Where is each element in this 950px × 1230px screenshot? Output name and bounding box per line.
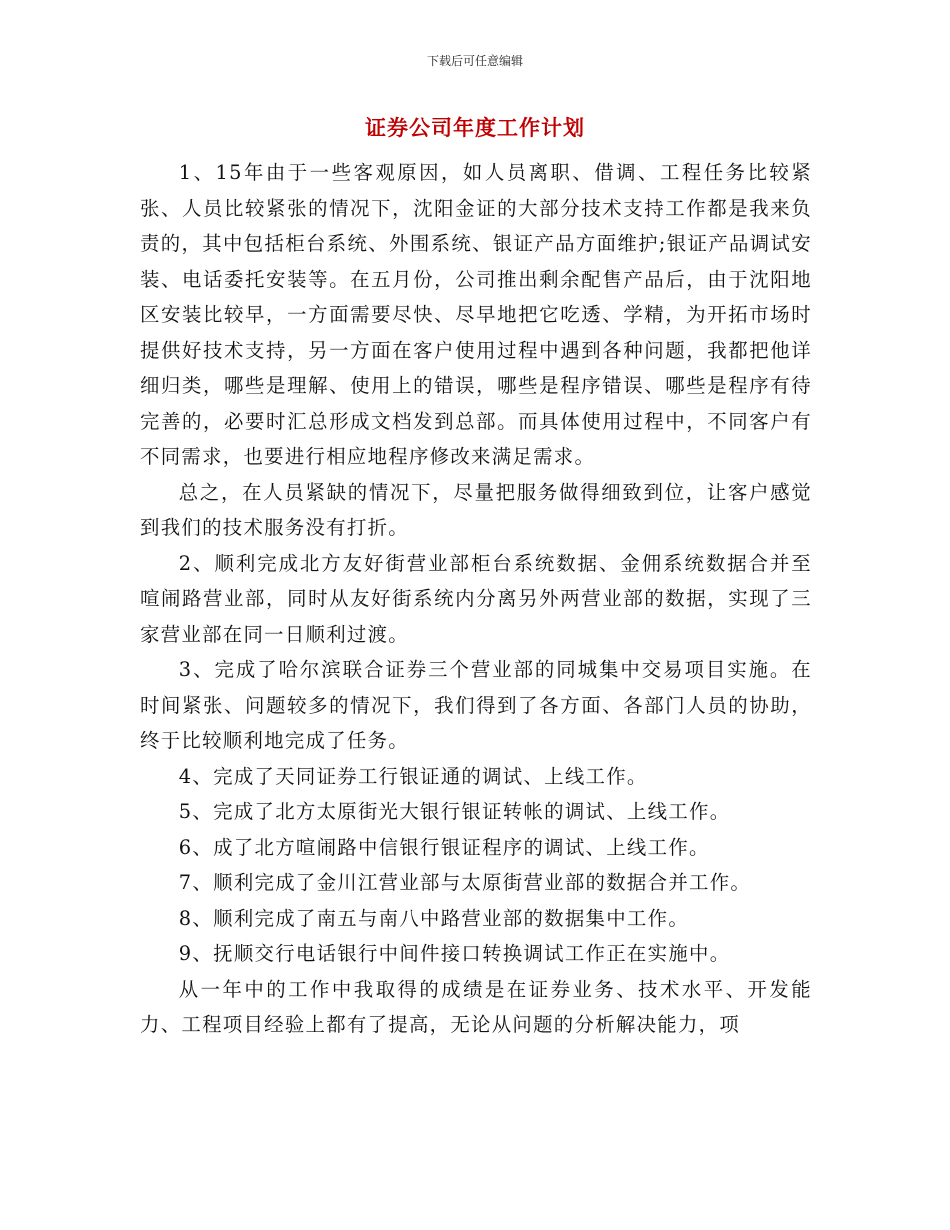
paragraph: 2、顺利完成北方友好街营业部柜台系统数据、金佣系统数据合并至喧闹路营业部，同时从友好街系统内分离另外两营业部的数据，实现了三家营业部在同一日顺利过渡。 [140,551,812,646]
paragraph: 总之，在人员紧缺的情况下，尽量把服务做得细致到位，让客户感觉到我们的技术服务没有打折。 [140,480,812,539]
document-title: 证券公司年度工作计划 [365,115,585,140]
document-body [140,155,812,1043]
paragraph: 8、顺利完成了南五与南八中路营业部的数据集中工作。 [178,906,690,930]
paragraph: 4、完成了天同证券工行银证通的调试、上线工作。 [178,764,648,788]
header-note: 下载后可任意编辑 [426,54,523,68]
paragraph: 5、完成了北方太原街光大银行银证转帐的调试、上线工作。 [178,800,731,823]
paragraph: 9、抚顺交行电话银行中间件接口转换调试工作正在实施中。 [178,942,731,965]
paragraph: 从一年中的工作中我取得的成绩是在证券业务、技术水平、开发能力、工程项目经验上都有了提高，无论从问题的分析解决能力，项 [140,977,812,1036]
paragraph: 1、15年由于一些客观原因，如人员离职、借调、工程任务比较紧张、人员比较紧张的情况下，沈阳金证的大部分技术支持工作都是我来负责的，其中包括柜台系统、外围系统、银证产品方面维护;银证产品调试安装、电话委托安装等。在五月份，公司推出剩余配售产品后，由于沈阳地区安装比较早，一方面需要尽快、尽早地把它吃透、学精，为开拓市场时提供好技术支持，另一方面在客户使用过程中遇到各种问题，我都把他详细归类，哪些是理解、使用上的错误，哪些是程序错误、哪些是程序有待完善的，必要时汇总形成文档发到总部。而具体使用过程中，不同客户有不同需求，也要进行相应地程序修改来满足需求。 [140,161,812,468]
paragraph: 3、完成了哈尔滨联合证券三个营业部的同城集中交易项目实施。在时间紧张、问题较多的情况下，我们得到了各方面、各部门人员的协助，终于比较顺利地完成了任务。 [140,658,812,752]
paragraph: 7、顺利完成了金川江营业部与太原街营业部的数据合并工作。 [178,871,752,894]
paragraph: 6、成了北方喧闹路中信银行银证程序的调试、上线工作。 [178,835,710,859]
